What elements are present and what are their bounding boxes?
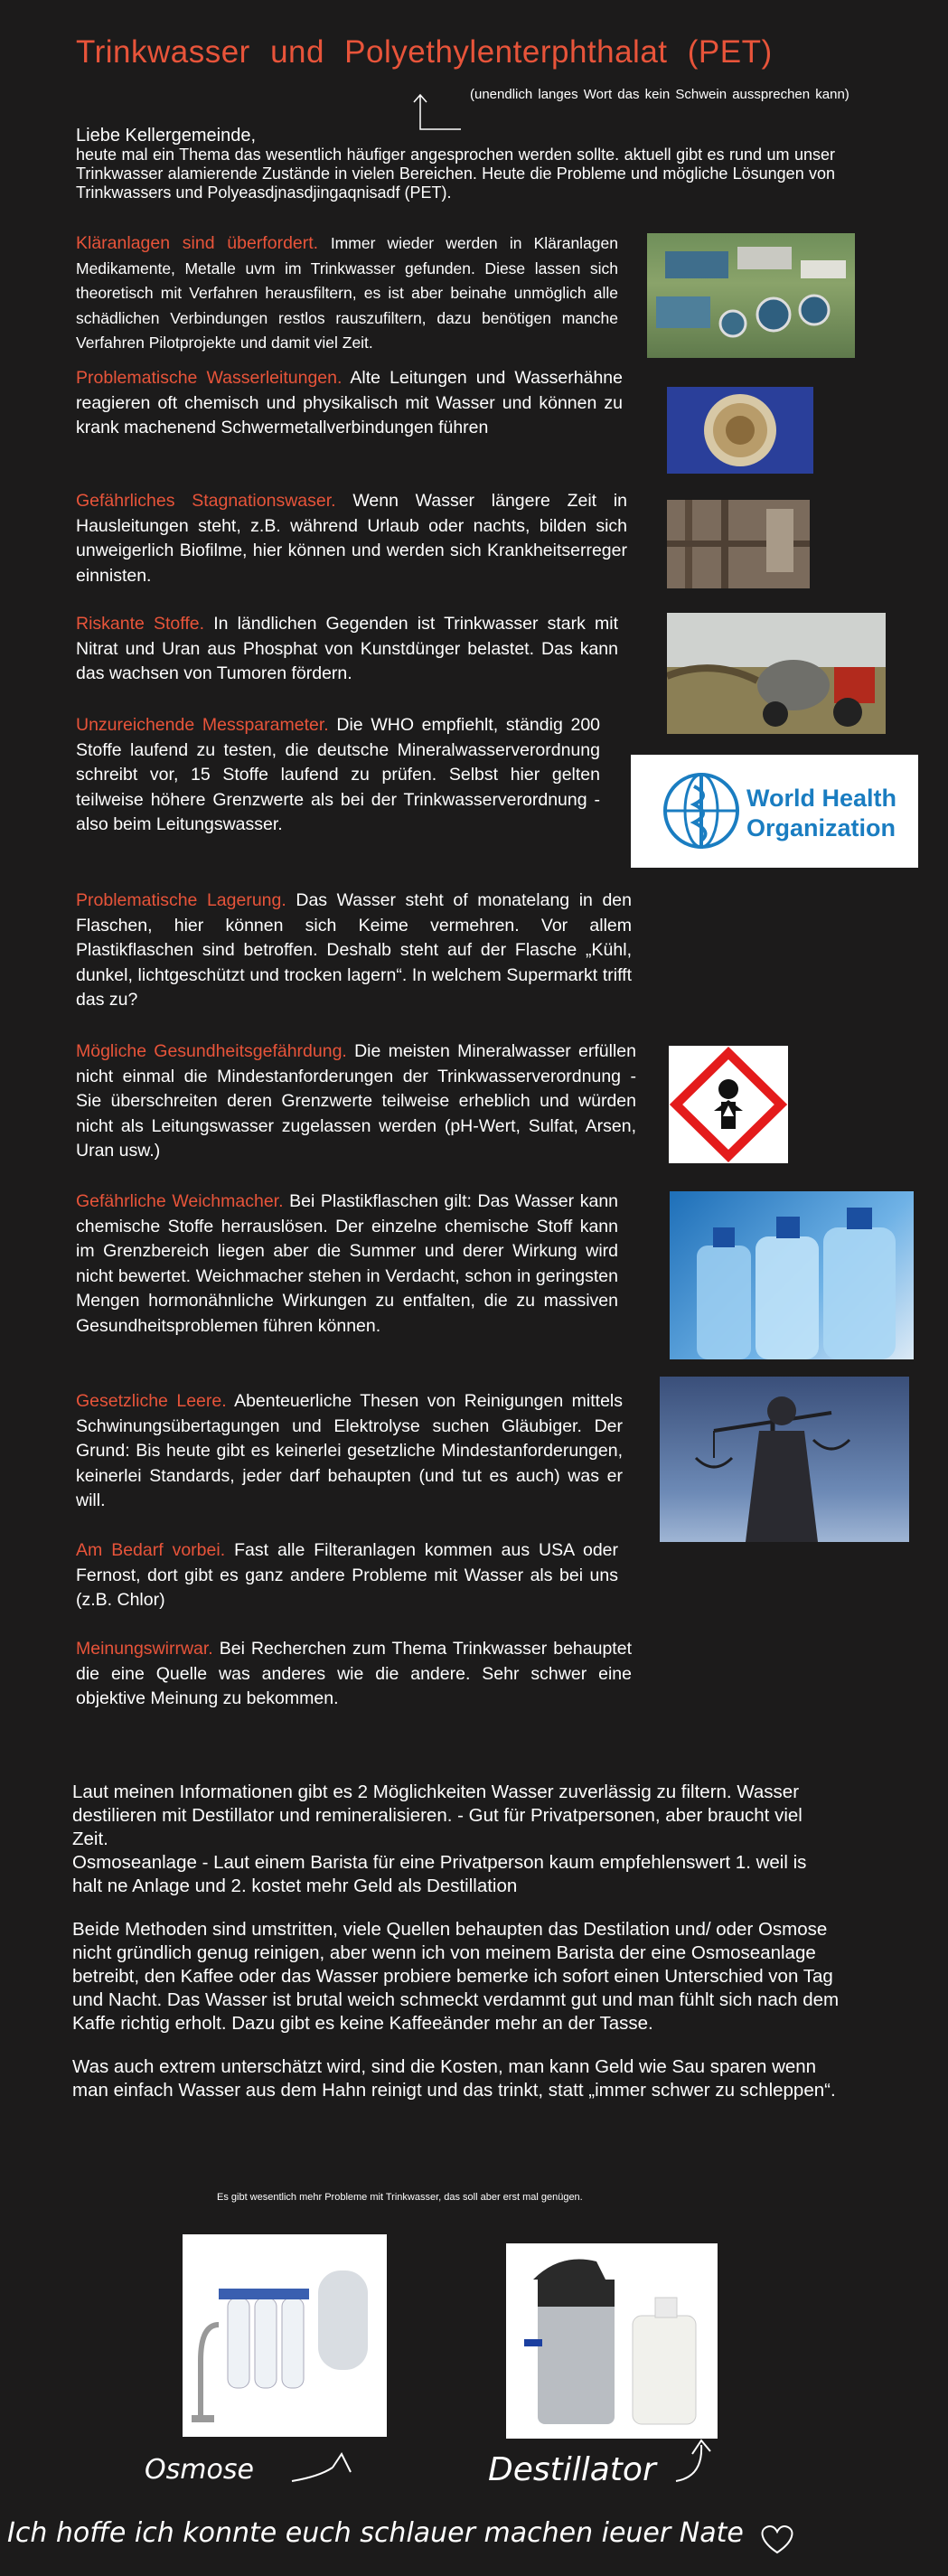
section-wasserleitungen [76,366,623,441]
section-heading: Meinungswirrwar. [76,1639,213,1659]
section-heading: Problematische Lagerung. [76,890,286,910]
section-bedarf [76,1538,618,1613]
treatment-plant-image [647,233,855,358]
osmosis-unit-image [183,2234,387,2437]
section-heading: Riskante Stoffe. [76,614,205,634]
section-text: Bei Plastikflaschen gilt: Das Wasser kann chemische Stoffe herrauslösen. Der einzelne chemische Stoff kann im Grenzbereich liegen aber die Summer und derer Wirkung wird nicht bewertet. Weichmacher stehen in Verdacht, schon in geringsten Mengen hormonähnliche Wirkungen zu entfalten, die zu massiven Gesundheitsproblemen führen können. [76,1191,619,1336]
justice-statue-image [660,1377,909,1542]
intro-text: heute mal ein Thema das wesentlich häufiger angesprochen werden sollte. aktuell gibt es rund um unser Trinkwasser alamierende Zustände in vielen Bereichen. Heute die Probleme und mögliche Lösungen von Trinkwassers und Polyeasdjnasdjingaqnisadf (PET). [76,146,835,202]
who-logo-line1: World Health [746,785,897,812]
handwritten-closing: Ich hoffe ich konnte euch schlauer machen ieuer Nate [7,2517,744,2549]
section-text: Alte Leitungen und Wasserhähne reagieren oft chemisch und physikalisch mit Wasser und können zu krank machenend Schwermetallverbindungen führen [76,368,624,437]
handwritten-destillator: Destillator [488,2451,656,2488]
section-text: Bei Recherchen zum Thema Trinkwasser behauptet die eine Quelle was anderes wie die andere. Sehr schwer eine objektive Meinung zu bekommen. [76,1639,632,1708]
lower-text [72,1781,840,2102]
section-weichmacher [76,1189,618,1339]
pipe-deposit-image [667,387,813,474]
footnote: Es gibt wesentlich mehr Probleme mit Trinkwasser, das soll aber erst mal genügen. [217,2192,583,2203]
arrow-up-icon [667,2431,721,2486]
section-gesundheit [76,1039,636,1164]
section-text: Die WHO empfiehlt, ständig 200 Stoffe laufend zu testen, die deutsche Mineralwasserverordnung schreibt vor, 15 Stoffe laufend zu prüfen. Selbst hier gelten teilweise höhere Grenzwerte als bei der Trinkwasserverordnung - also beim Leitungswasser. [76,715,601,834]
section-text: Wenn Wasser längere Zeit in Hausleitungen steht, z.B. während Urlaub oder nachts, bilden sich unweigerlich Biofilme, hier können und werden sich Krankheitserreger einnisten. [76,491,627,586]
section-heading: Problematische Wasserleitungen. [76,368,343,388]
section-lagerung [76,888,632,1013]
handwritten-osmose: Osmose [145,2454,254,2486]
water-bottles-image [670,1191,914,1359]
distiller-image [506,2243,718,2439]
section-klaeranlagen [76,231,618,356]
section-riskante-stoffe [76,612,618,687]
lower-paragraph-1: Laut meinen Informationen gibt es 2 Möglichkeiten Wasser zuverlässig zu filtern. Wasser destilieren mit Destillator und remineralisieren. - Gut für Privatpersonen, aber braucht viel Zeit. [72,1782,803,1849]
lower-paragraph-3: Was auch extrem unterschätzt wird, sind die Kosten, man kann Geld wie Sau sparen wenn man einfach Wasser aus dem Hahn reinigt und das trinkt, statt „immer schwer zu schleppen“. [72,2056,836,2101]
section-heading: Gesetzliche Leere. [76,1391,227,1411]
who-logo [631,755,918,868]
fertilizer-tractor-image [667,613,886,734]
arrow-up-right-icon [287,2445,360,2486]
section-text: Die meisten Mineralwasser erfüllen nicht einmal die Mindestanforderungen der Trinkwasserverordnung - Sie überschreiten deren Grenzwerte teilweise erheblich und würden nicht als Leitungswasser zugelassen werden (pH-Wert, Sulfat, Arsen, Uran usw.) [76,1041,636,1161]
section-stagnation [76,489,627,588]
section-text: Immer wieder werden in Kläranlagen Medikamente, Metalle uvm im Trinkwasser gefunden. Diese lassen sich theoretisch mit Verfahren herausfiltern, es ist aber beinahe unmöglich alle schädlichen Verbindungen restlos rauszufiltern, dazu benötigen manche Verfahren Pilotprojekte und damit viel Zeit. [76,234,618,352]
section-heading: Gefährliches Stagnationswaser. [76,491,336,511]
section-heading: Kläranlagen sind überfordert. [76,233,319,253]
intro-greeting: Liebe Kellergemeinde, [76,126,257,146]
hazard-symbol-icon [669,1046,788,1163]
section-heading: Gefährliche Weichmacher. [76,1191,284,1211]
lower-paragraph-1b: Osmoseanlage - Laut einem Barista für eine Privatperson kaum empfehlenswert 1. weil is halt ne Anlage und 2. kostet mehr Geld als Destillation [72,1852,807,1896]
section-text: Das Wasser steht of monatelang in den Flaschen, hier können sich Keime vermehren. Vor allem Plastikflaschen sind betroffen. Deshalb steht auf der Flasche „Kühl, dunkel, lichtgeschützt und trocken lagern“. In welchem Supermarkt trifft das zu? [76,890,632,1010]
section-text: In ländlichen Gegenden ist Trinkwasser stark mit Nitrat und Uran aus Phosphat von Kunstdünger belastet. Das kann das wachsen von Tumoren fördern. [76,614,618,683]
section-heading: Mögliche Gesundheitsgefährdung. [76,1041,347,1061]
old-pipes-image [667,500,810,588]
section-text: Fast alle Filteranlagen kommen aus USA oder Fernost, dort gibt es ganz andere Probleme mit Wasser als bei uns (z.B. Chlor) [76,1540,619,1610]
heart-icon [757,2522,797,2556]
lower-paragraph-2: Beide Methoden sind umstritten, viele Quellen behaupten das Destilation und/ oder Osmose nicht gründlich genug reinigen, aber wenn ich von meinem Barista der eine Osmoseanlage betreibt, den Kaffee oder das Wasser probiere bemerke ich sofort einen Unterschied von Tag und Nacht. Das Wasser ist brutal weich schmeckt verdammt gut und man fühlt sich nach dem Kaffe richtig erholt. Dazu gibt es keine Kaffeeänder mehr an der Tasse. [72,1919,840,2034]
section-meinungswirrwar [76,1637,632,1712]
intro [76,127,835,202]
section-heading: Am Bedarf vorbei. [76,1540,226,1560]
section-text: Abenteuerliche Thesen von Reinigungen mittels Schwinungsübertagungen und Elektrolyse suchen Gläubiger. Der Grund: Bis heute gibt es keinerlei gesetzliche Mindestanforderungen, keinerlei Standards, jeder darf behaupten (und tut es auch) was er will. [76,1391,624,1510]
page-title: Trinkwasser und Polyethylenterphthalat (PET) [76,34,773,70]
section-gesetzliche-leere [76,1389,623,1514]
section-heading: Unzureichende Messparameter. [76,715,329,735]
page-subtitle: (unendlich langes Wort das kein Schwein aussprechen kann) [470,87,849,102]
section-messparameter [76,713,600,838]
who-logo-line2: Organization [746,814,896,841]
